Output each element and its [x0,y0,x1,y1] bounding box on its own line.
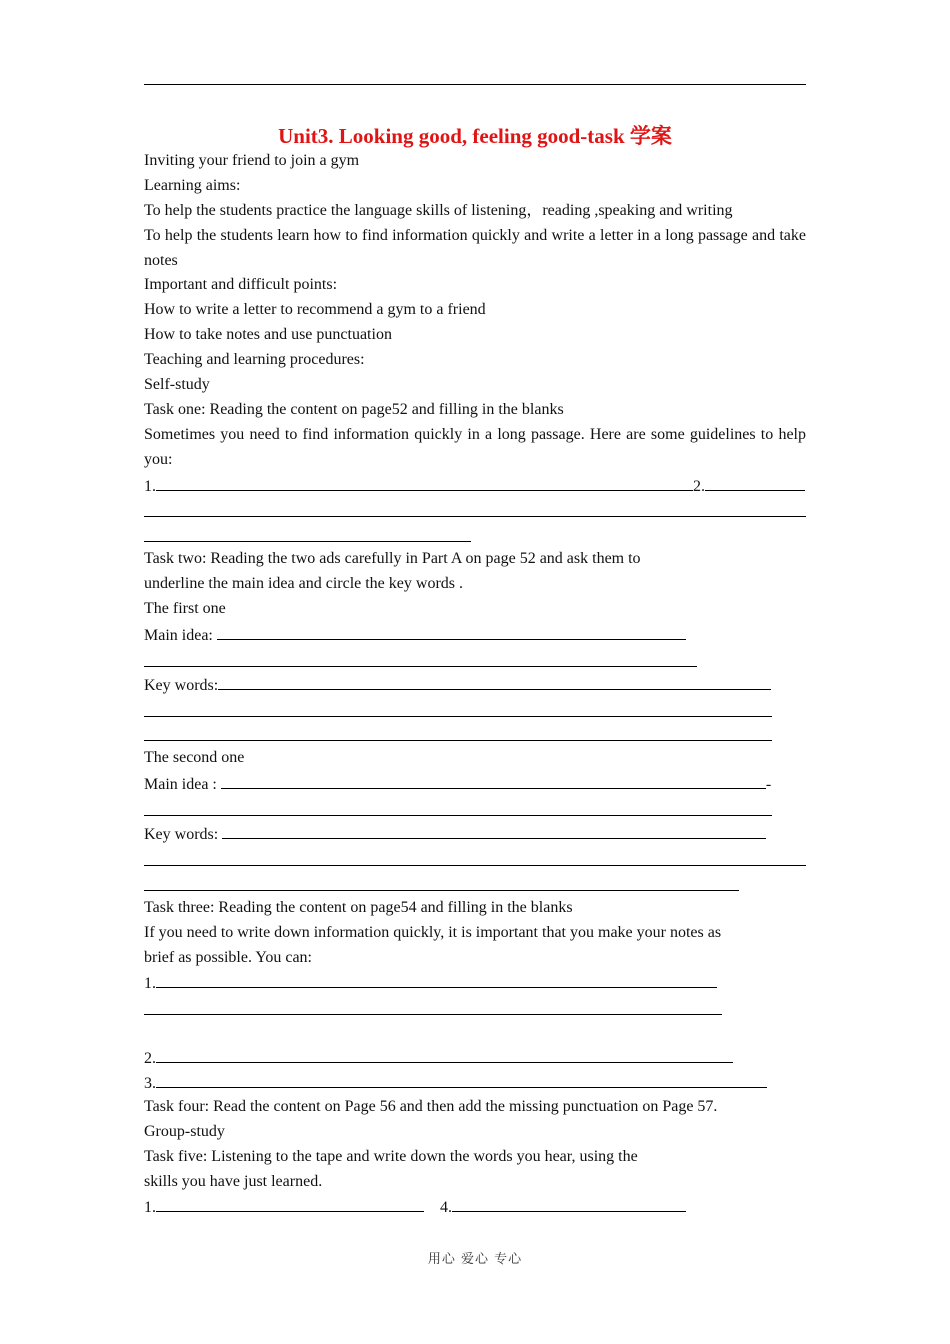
fill-line [144,1045,806,1070]
fill-line [144,672,806,697]
section-heading: Teaching and learning procedures: [144,351,365,369]
blank-field[interactable] [156,970,717,988]
blank-field[interactable] [156,1194,424,1212]
field-label: Main idea: [144,626,217,644]
item-number: 2. [144,1050,156,1068]
fill-line [144,1070,806,1095]
blank-field[interactable] [222,821,766,839]
blank-field[interactable] [144,890,739,891]
blank-field[interactable] [156,1070,767,1088]
item-number: 1. [144,477,156,495]
task-text: Sometimes you need to find information quickly in a long passage. Here are some guidelines to help you: [144,425,806,468]
fill-line [144,1194,806,1219]
point-text: How to take notes and use punctuation [144,326,392,344]
fill-line [144,970,806,995]
blank-field[interactable] [144,740,772,741]
fill-line [144,722,806,747]
field-label: Main idea : [144,776,221,794]
blank-field[interactable] [217,622,686,640]
section-heading: Self-study [144,376,210,394]
fill-line [144,846,806,871]
fill-line [144,622,806,647]
document-body [144,149,806,1219]
fill-line [144,871,806,896]
subtitle: Inviting your friend to join a gym [144,152,360,169]
blank-field[interactable] [156,1045,733,1063]
fill-line [144,522,806,547]
task-heading: Task three: Reading the content on page54 and filling in the blanks [144,898,573,916]
item-number: 1. [144,975,156,993]
fill-line [144,771,806,796]
item-number: 3. [144,1075,156,1093]
blank-field[interactable] [144,666,697,667]
aim-text: To help the students practice the language skills of listening，reading ,speaking and writing [144,201,733,219]
subheading: The first one [144,600,226,618]
item-number: 4. [440,1199,452,1217]
blank-field[interactable] [144,716,772,717]
fill-line [144,697,806,722]
section-heading: Learning aims: [144,176,241,194]
blank-field[interactable] [218,672,771,690]
page-title: Unit3. Looking good, feeling good-task 学案 [278,124,672,148]
blank-field[interactable] [144,516,806,517]
section-heading: Important and difficult points: [144,276,338,294]
fill-line [144,796,806,821]
item-number: 2. [693,477,705,495]
task-text: skills you have just learned. [144,1172,323,1190]
fill-line [144,647,806,672]
section-heading: Group-study [144,1122,225,1140]
blank-field[interactable] [144,541,471,542]
blank-field[interactable] [705,473,805,491]
task-heading: Task two: Reading the two ads carefully in Part A on page 52 and ask them to [144,550,641,568]
spacer [144,1020,806,1045]
fill-line [144,995,806,1020]
task-text: brief as possible. You can: [144,948,312,966]
blank-field[interactable] [156,473,693,491]
field-label: Key words: [144,826,223,844]
subheading: The second one [144,749,245,767]
field-label: Key words: [144,676,219,694]
task-heading: Task four: Read the content on Page 56 and then add the missing punctuation on Page 57. [144,1097,718,1115]
point-text: How to write a letter to recommend a gym to a friend [144,301,486,319]
blank-field[interactable] [452,1194,686,1212]
task-heading: Task one: Reading the content on page52 and filling in the blanks [144,400,564,418]
fill-line [144,498,806,523]
blank-field[interactable] [221,771,766,789]
task-text: underline the main idea and circle the key words . [144,575,463,593]
dash: - [765,776,772,794]
blank-field[interactable] [144,815,772,816]
aim-text: To help the students learn how to find information quickly and write a letter in a long passage and take notes [144,226,806,269]
header-rule [144,84,806,85]
page-footer: 用心 爱心 专心 [427,1252,523,1267]
item-number: 1. [144,1199,156,1217]
fill-line [144,473,806,498]
blank-field[interactable] [144,865,806,866]
fill-line [144,821,806,846]
task-text: If you need to write down information quickly, it is important that you make your notes as [144,923,722,941]
task-heading: Task five: Listening to the tape and write down the words you hear, using the [144,1147,638,1165]
blank-field[interactable] [144,1014,722,1015]
